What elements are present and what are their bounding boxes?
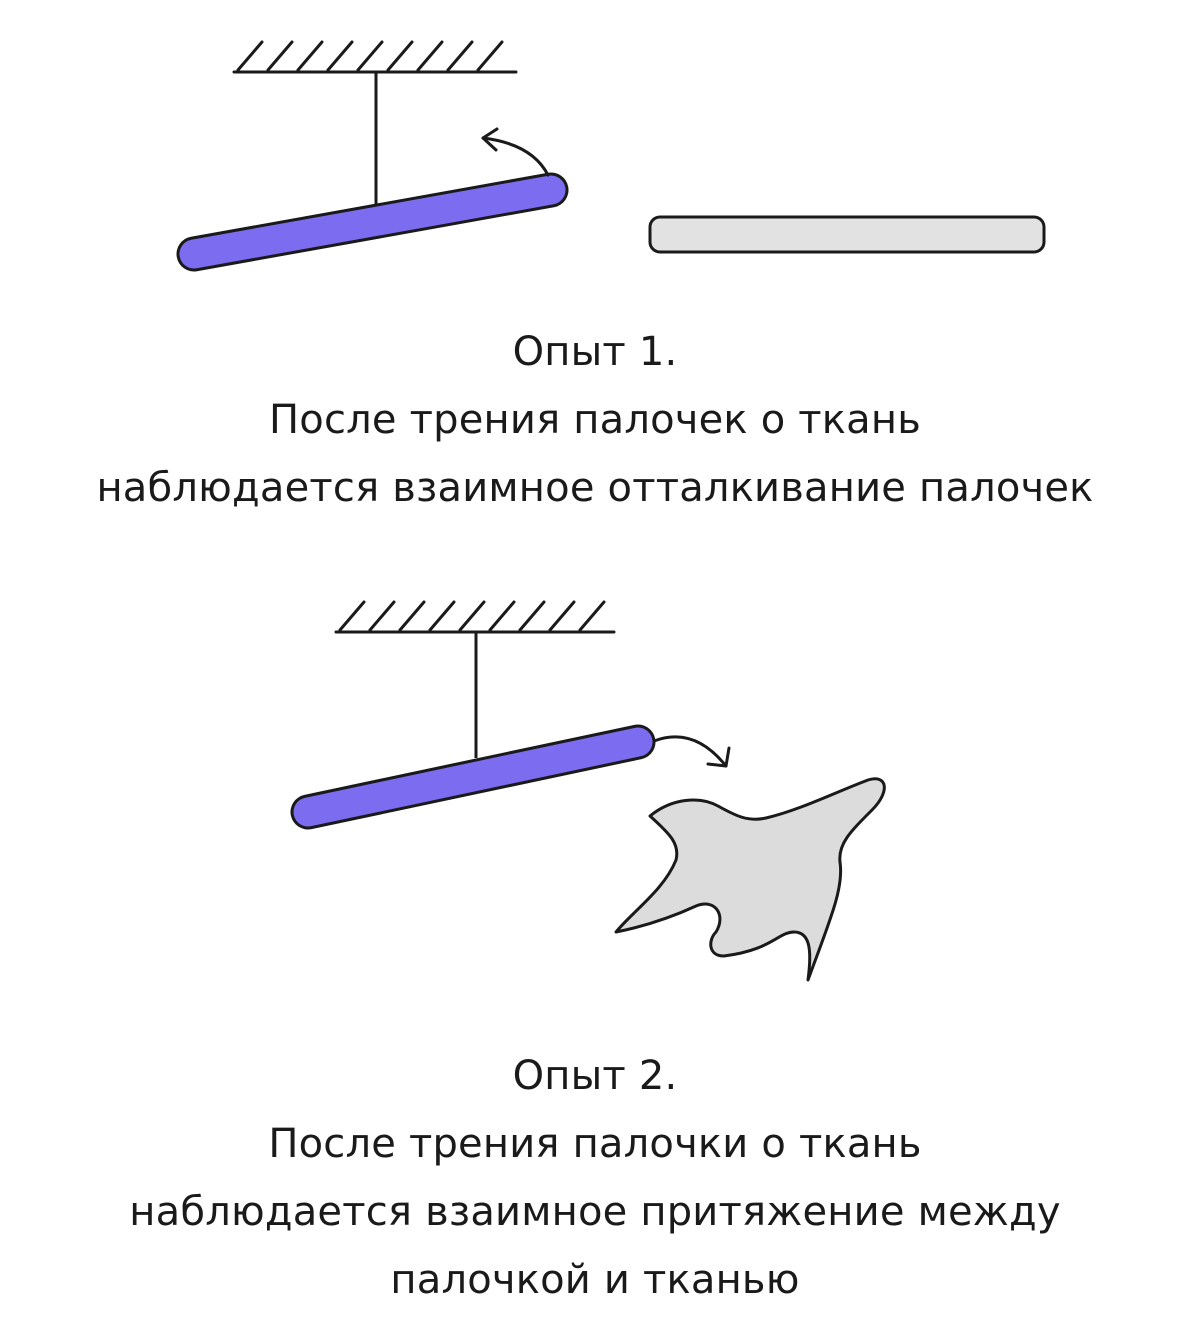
suspended-charged-rod-2 — [308, 742, 638, 812]
experiment-1-caption — [0, 318, 1190, 522]
experiment-2-figure — [0, 560, 1190, 1000]
experiment-1-line-2: наблюдается взаимное отталкивание палочек — [96, 465, 1094, 511]
experiment-1-line-1: После трения палочек о ткань — [269, 397, 921, 443]
repulsion-arrow-icon — [483, 129, 548, 175]
experiment-1-figure — [0, 0, 1190, 300]
experiment-2-line-1: После трения палочки о ткань — [268, 1121, 922, 1167]
experiment-2-diagram — [0, 560, 1190, 1000]
experiment-2-title: Опыт 2. — [512, 1053, 678, 1099]
experiment-1-diagram — [0, 0, 1190, 300]
experiment-2-caption — [0, 1042, 1190, 1314]
ceiling-support-1 — [234, 42, 516, 72]
experiment-2-line-3: палочкой и тканью — [390, 1257, 800, 1303]
suspended-charged-rod-1 — [194, 190, 551, 254]
experiment-2-line-2: наблюдается взаимное притяжение между — [129, 1189, 1061, 1235]
experiment-1-title: Опыт 1. — [512, 329, 678, 375]
second-rod — [650, 217, 1044, 252]
ceiling-support-2 — [336, 602, 614, 632]
attraction-arrow-icon — [654, 737, 729, 766]
cloth-shape — [616, 779, 884, 980]
